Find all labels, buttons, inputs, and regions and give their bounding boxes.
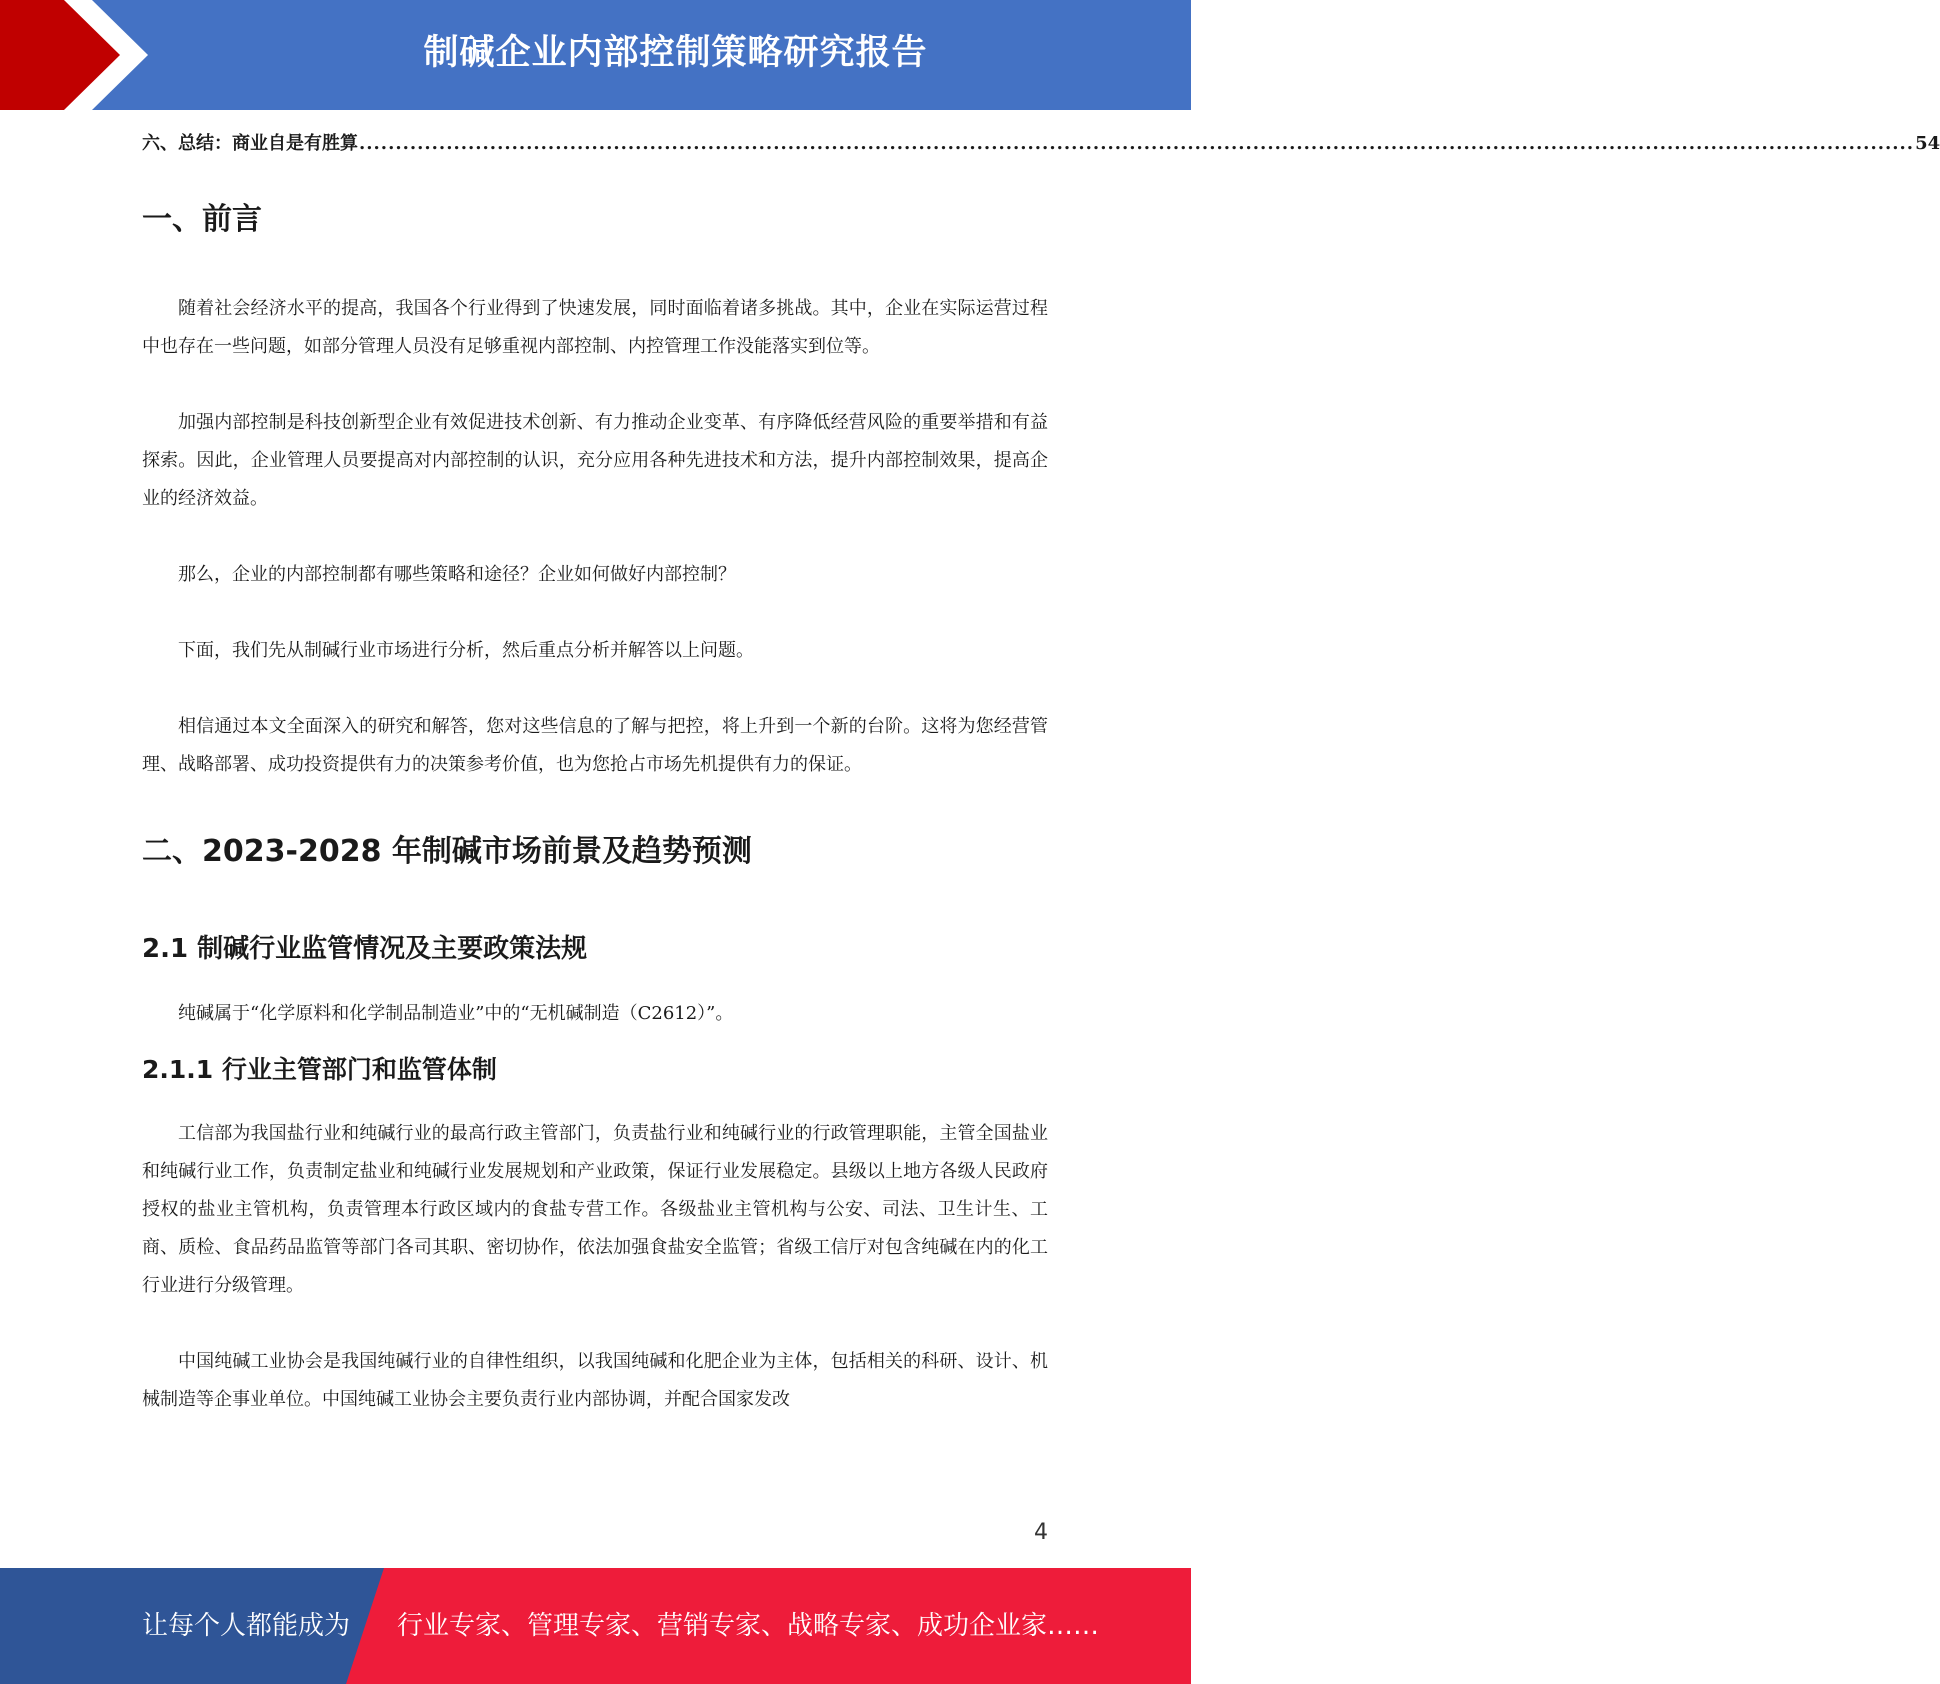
page-number: 4	[1034, 1520, 1048, 1545]
toc-entry[interactable]	[142, 120, 1940, 168]
page-header	[0, 0, 1191, 110]
section-heading-1: 一、前言	[142, 202, 262, 237]
page-content	[142, 120, 1940, 1419]
paragraph: 随着社会经济水平的提高，我国各个行业得到了快速发展，同时面临着诸多挑战。其中，企业在实际运营过程中也存在一些问题，如部分管理人员没有足够重视内部控制、内控管理工作没能落实到位等。	[142, 298, 1048, 357]
header-arrow-logo	[0, 0, 160, 110]
paragraph: 工信部为我国盐行业和纯碱行业的最高行政主管部门，负责盐行业和纯碱行业的行政管理职能，主管全国盐业和纯碱行业工作，负责制定盐业和纯碱行业发展规划和产业政策，保证行业发展稳定。县级以上地方各级人民政府授权的盐业主管机构，负责管理本行政区域内的食盐专营工作。各级盐业主管机构与公安、司法、卫生计生、工商、质检、食品药品监管等部门各司其职、密切协作，依法加强食盐安全监管；省级工信厅对包含纯碱在内的化工行业进行分级管理。	[142, 1123, 1048, 1297]
toc-entry-label: 六、总结：商业自是有胜算	[142, 133, 358, 154]
paragraph: 中国纯碱工业协会是我国纯碱行业的自律性组织，以我国纯碱和化肥企业为主体，包括相关的科研、设计、机械制造等企事业单位。中国纯碱工业协会主要负责行业内部协调，并配合国家发改	[142, 1351, 1048, 1411]
toc-leader-dots: ......................................................................................................................................................................................................................	[359, 133, 1915, 154]
paragraph: 相信通过本文全面深入的研究和解答，您对这些信息的了解与把控，将上升到一个新的台阶。这将为您经营管理、战略部署、成功投资提供有力的决策参考价值，也为您抢占市场先机提供有力的保证。	[142, 716, 1048, 775]
paragraph: 那么，企业的内部控制都有哪些策略和途径？企业如何做好内部控制？	[178, 564, 736, 585]
subsection-heading-2-1: 2.1 制碱行业监管情况及主要政策法规	[142, 934, 588, 964]
report-title: 制碱企业内部控制策略研究报告	[423, 33, 928, 73]
toc-entry-page: 54	[1915, 133, 1940, 154]
footer-slogan-right: 行业专家、管理专家、营销专家、战略专家、成功企业家……	[397, 1611, 1100, 1641]
paragraph: 下面，我们先从制碱行业市场进行分析，然后重点分析并解答以上问题。	[178, 640, 754, 661]
paragraph: 加强内部控制是科技创新型企业有效促进技术创新、有力推动企业变革、有序降低经营风险的重要举措和有益探索。因此，企业管理人员要提高对内部控制的认识，充分应用各种先进技术和方法，提升内部控制效果，提高企业的经济效益。	[142, 412, 1048, 509]
page-footer	[0, 1568, 1191, 1684]
footer-slogan-left: 让每个人都能成为	[142, 1611, 351, 1641]
paragraph: 纯碱属于“化学原料和化学制品制造业”中的“无机碱制造（C2612）”。	[178, 1003, 734, 1025]
section-heading-2: 二、2023-2028 年制碱市场前景及趋势预测	[142, 834, 752, 869]
subsection-heading-2-1-1: 2.1.1 行业主管部门和监管体制	[142, 1055, 497, 1085]
